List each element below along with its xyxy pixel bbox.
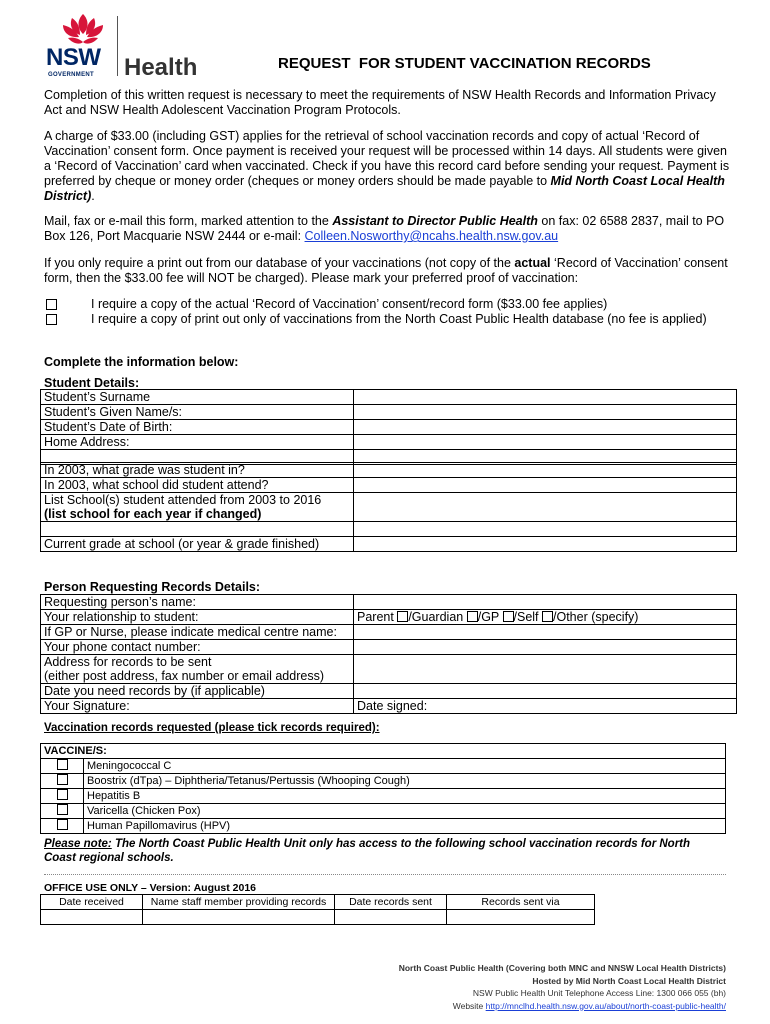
footer-line1: North Coast Public Health (Covering both MNC and NNSW Local Health Districts) xyxy=(398,963,726,973)
table-row xyxy=(41,895,595,910)
requester-name-label: Requesting person’s name: xyxy=(41,595,354,610)
mail-attention: Assistant to Director Public Health xyxy=(332,214,538,228)
home-address-field[interactable] xyxy=(354,435,737,450)
date-needed-field[interactable] xyxy=(354,684,737,699)
phone-label: Your phone contact number: xyxy=(41,640,354,655)
office-date-received-field[interactable] xyxy=(41,910,143,925)
student-details-table xyxy=(40,389,737,465)
vaccine-item: Varicella (Chicken Pox) xyxy=(84,804,726,819)
vaccine-table xyxy=(40,743,726,834)
table-row xyxy=(41,390,737,405)
table-row xyxy=(41,804,726,819)
office-col-date-received: Date received xyxy=(41,895,143,910)
table-row xyxy=(41,699,737,714)
medical-centre-label: If GP or Nurse, please indicate medical centre name: xyxy=(41,625,354,640)
school-list-field-2[interactable] xyxy=(354,522,737,537)
charge-text: A charge of $33.00 (including GST) applies for the retrieval of school vaccination records and copy of actual ‘Record of Vaccination’ consent form. Once payment is received your request will be processed within 14 days. All students were given a ‘Record of Vaccination’ card when vaccinated. Check if you have this record card before sending your request. Payment is preferred by cheque or money order (cheques or money orders should be made payable to xyxy=(44,129,730,188)
footer-website xyxy=(300,1000,726,1013)
office-col-sent-via: Records sent via xyxy=(447,895,595,910)
signature-label: Your Signature: xyxy=(41,699,354,714)
student-surname-label: Student’s Surname xyxy=(41,390,354,405)
footer xyxy=(300,962,726,1012)
office-col-staff-name: Name staff member providing records xyxy=(143,895,335,910)
complete-heading: Complete the information below: xyxy=(44,355,239,369)
relationship-parent-label: Parent xyxy=(357,610,394,624)
school-history-table xyxy=(40,462,737,552)
grade-2003-field[interactable] xyxy=(354,463,737,478)
charge-paragraph xyxy=(44,129,734,204)
intro-paragraph: Completion of this written request is necessary to meet the requirements of NSW Health Records and Information Privacy Act and NSW Health Adolescent Vaccination Program Protocols. xyxy=(44,88,716,117)
table-row xyxy=(41,493,737,522)
footer-line2: Hosted by Mid North Coast Local Health District xyxy=(532,975,726,986)
vaccine-item: Meningococcal C xyxy=(84,759,726,774)
address-label-line1: Address for records to be sent xyxy=(44,655,212,669)
note-text: The North Coast Public Health Unit only has access to the following school vaccination records for North Coast regional schools. xyxy=(44,838,691,864)
office-sent-via-field[interactable] xyxy=(447,910,595,925)
option-actual-record-checkbox[interactable] xyxy=(46,299,57,310)
mail-mid: on fax: 02 6588 2837, mail to PO Box 126, Port Macquarie NSW 2444 or e-mail: xyxy=(44,214,725,243)
logo-divider xyxy=(117,16,118,76)
school-list-label xyxy=(41,493,354,522)
table-row xyxy=(41,744,726,759)
student-surname-field[interactable] xyxy=(354,390,737,405)
charge-end: . xyxy=(91,189,95,203)
logo-health-text: Health xyxy=(124,54,198,81)
office-heading: OFFICE USE ONLY – Version: August 2016 xyxy=(44,882,257,894)
page-title: REQUEST FOR STUDENT VACCINATION RECORDS xyxy=(278,55,651,72)
hpv-checkbox[interactable] xyxy=(57,819,68,830)
school-list-field-1[interactable] xyxy=(354,493,737,522)
student-dob-field[interactable] xyxy=(354,420,737,435)
relationship-gp-checkbox[interactable] xyxy=(503,611,514,622)
vaccine-item: Human Papillomavirus (HPV) xyxy=(84,819,726,834)
address-label xyxy=(41,655,354,684)
office-staff-name-field[interactable] xyxy=(143,910,335,925)
relationship-guardian-checkbox[interactable] xyxy=(467,611,478,622)
table-row xyxy=(41,463,737,478)
table-row xyxy=(41,420,737,435)
grade-2003-label: In 2003, what grade was student in? xyxy=(41,463,354,478)
email-link[interactable]: Colleen.Nosworthy@ncahs.health.nsw.gov.au xyxy=(304,229,559,243)
address-label-line2: (either post address, fax number or email address) xyxy=(44,669,324,683)
option-printout-label: I require a copy of print out only of vaccinations from the North Coast Public Health database (no fee is applied) xyxy=(91,312,707,326)
relationship-gp-label: /GP xyxy=(477,610,500,624)
charge-payee: Mid North Coast Local Health District) xyxy=(44,174,725,203)
school-list-note: (list school for each year if changed) xyxy=(44,507,262,521)
table-row xyxy=(41,610,737,625)
student-dob-label: Student’s Date of Birth: xyxy=(41,420,354,435)
relationship-self-checkbox[interactable] xyxy=(542,611,553,622)
student-given-name-field[interactable] xyxy=(354,405,737,420)
date-signed-label: Date signed: xyxy=(354,699,737,714)
table-row xyxy=(41,595,737,610)
medical-centre-field[interactable] xyxy=(354,625,737,640)
mail-paragraph xyxy=(44,214,734,244)
student-given-name-label: Student’s Given Name/s: xyxy=(41,405,354,420)
date-needed-label: Date you need records by (if applicable) xyxy=(41,684,354,699)
option-actual-record-label: I require a copy of the actual ‘Record of Vaccination’ consent/record form ($33.00 fee applies) xyxy=(91,297,608,311)
relationship-label: Your relationship to student: xyxy=(41,610,354,625)
option-printout-checkbox[interactable] xyxy=(46,314,57,325)
relationship-parent-checkbox[interactable] xyxy=(397,611,408,622)
requester-name-field[interactable] xyxy=(354,595,737,610)
table-row xyxy=(41,405,737,420)
logo-nsw-text: NSW xyxy=(46,44,101,71)
printout-actual: actual xyxy=(514,256,551,270)
address-field[interactable] xyxy=(354,655,737,684)
vaccine-item: Hepatitis B xyxy=(84,789,726,804)
vaccine-item: Boostrix (dTpa) – Diphtheria/Tetanus/Pertussis (Whooping Cough) xyxy=(84,774,726,789)
school-2003-field[interactable] xyxy=(354,478,737,493)
table-row xyxy=(41,522,737,537)
table-row xyxy=(41,640,737,655)
table-row xyxy=(41,655,737,684)
hepatitis-b-checkbox[interactable] xyxy=(57,789,68,800)
vaccine-column-header: VACCINE/S: xyxy=(41,744,726,759)
table-row xyxy=(41,537,737,552)
note-label: Please note: xyxy=(44,838,112,850)
home-address-label: Home Address: xyxy=(41,435,354,450)
vaccines-heading: Vaccination records requested (please tick records required): xyxy=(44,722,380,734)
phone-field[interactable] xyxy=(354,640,737,655)
relationship-guardian-label: /Guardian xyxy=(408,610,464,624)
current-grade-label: Current grade at school (or year & grade finished) xyxy=(41,537,354,552)
office-date-sent-field[interactable] xyxy=(335,910,447,925)
meningococcal-checkbox[interactable] xyxy=(57,759,68,770)
table-row xyxy=(41,789,726,804)
table-row xyxy=(41,910,595,925)
school-2003-label: In 2003, what school did student attend? xyxy=(41,478,354,493)
requester-heading: Person Requesting Records Details: xyxy=(44,580,261,594)
requester-table xyxy=(40,594,737,714)
table-row xyxy=(41,819,726,834)
footer-website-label: Website xyxy=(452,1000,486,1011)
waratah-icon xyxy=(60,12,106,48)
footer-line3: NSW Public Health Unit Telephone Access Line: 1300 066 055 (bh) xyxy=(472,988,726,998)
table-row xyxy=(41,478,737,493)
table-row xyxy=(41,435,737,450)
logo-government-text: GOVERNMENT xyxy=(48,72,95,78)
varicella-checkbox[interactable] xyxy=(57,804,68,815)
student-details-heading: Student Details: xyxy=(44,376,140,390)
printout-post: ‘Record of Vaccination’ consent form, then the $33.00 fee will NOT be charged). Please mark your preferred proof of vaccination: xyxy=(44,256,728,285)
school-list-text: List School(s) student attended from 2003 to 2016 xyxy=(44,493,322,507)
current-grade-field[interactable] xyxy=(354,537,737,552)
table-row xyxy=(41,684,737,699)
relationship-self-label: /Self xyxy=(513,610,539,624)
nsw-health-logo xyxy=(44,12,204,81)
office-col-date-sent: Date records sent xyxy=(335,895,447,910)
note-divider xyxy=(44,874,726,875)
table-row xyxy=(41,625,737,640)
relationship-other-label: /Other (specify) xyxy=(553,610,639,624)
relationship-options xyxy=(354,610,737,625)
footer-website-link[interactable]: http://mnclhd.health.nsw.gov.au/about/north-coast-public-health/ xyxy=(485,1000,726,1011)
table-row xyxy=(41,759,726,774)
printout-paragraph xyxy=(44,256,734,286)
boostrix-checkbox[interactable] xyxy=(57,774,68,785)
note-paragraph xyxy=(44,837,724,865)
mail-pre: Mail, fax or e-mail this form, marked attention to the xyxy=(44,214,333,228)
table-row xyxy=(41,774,726,789)
office-use-table xyxy=(40,894,595,925)
printout-pre: If you only require a print out from our database of your vaccinations (not copy of the xyxy=(44,256,515,270)
